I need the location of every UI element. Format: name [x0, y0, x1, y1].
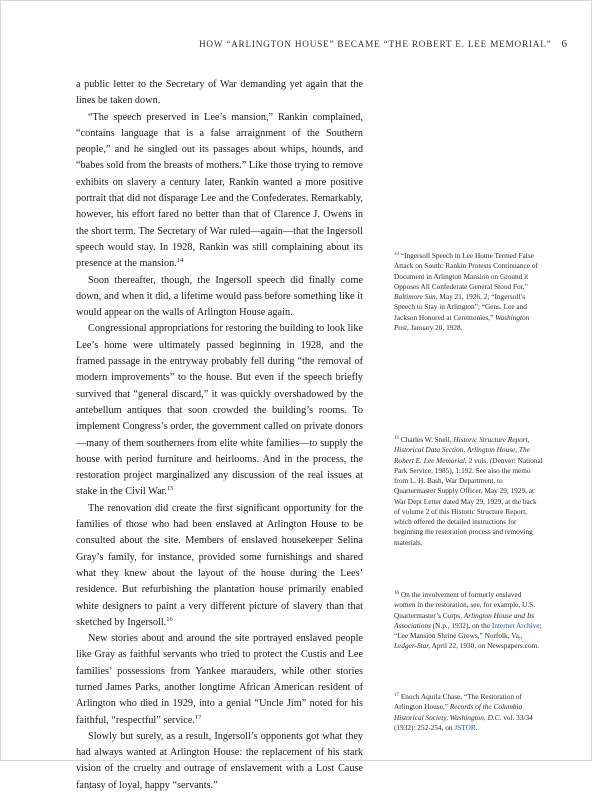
paragraph: “The speech preserved in Lee’s mansion,” Rankin complained, “contains language that is a false arraignment of the Southern people,” and he singled out its passages about whips, hounds, and “babes sold from the breasts of mothers.” Like those trying to remove exhibits on slavery a century later, Rankin wanted a more positive portrait that did not disparage Lee and the Confederates. Remarkably, however, his effort fared no better than that of Clarence J. Owens in the short term. The Secretary of War ruled—again—that the Ingersoll speech would stay. In 1928, Rankin was still complaining about its presence at the mansion.$^{14}$ [76, 111, 363, 270]
jstor-link[interactable]: JSTOR [454, 722, 476, 732]
paragraph: Slowly but surely, as a result, Ingersoll’s opponents got what they had always wanted at Arlington House: the replacement of his stark vision of the cruelty and outrage of enslavement with a Lost Cause fantasy of loyal, happy “servants.” [76, 730, 363, 791]
page-number: 6 [561, 38, 567, 50]
running-head-title: HOW “ARLINGTON HOUSE” BECAME “THE ROBERT E. LEE MEMORIAL” [198, 39, 552, 49]
running-head [199, 38, 567, 50]
paragraph: New stories about and around the site portrayed enslaved people like Gray as faithful servants who tried to protect the Custis and Lee families’ possessions from Yankee marauders, while other stories turned James Parks, another longtime African American resident of Arlington who died in 1929, into a genial “Uncle Jim” noted for his faithful, “respectful” service.$^{17}$ [76, 633, 363, 726]
internet-archive-link[interactable]: Internet Archive [491, 620, 540, 630]
footnote-number: 17 [394, 693, 399, 698]
footnote-ref[interactable]: 14 [176, 257, 184, 265]
paragraph: Soon thereafter, though, the Ingersoll speech did finally come down, and when it did, a lifetime would pass before something like it would appear on the walls of Arlington House again. [76, 274, 363, 319]
footnote-17: $^{17}$ Enoch Aquila Chase, “The Restoration of Arlington House,” Records of the Columbia Historical Society, Washington, D.C. vol. 33/34 (1932): 252-254, on JSTOR. [394, 692, 533, 732]
footnote-ref[interactable]: 15 [166, 485, 174, 493]
footnote-number: 16 [394, 591, 399, 596]
paragraph: The renovation did create the first significant opportunity for the families of those who had been enslaved at Arlington House to be consulted about the site. Members of enslaved housekeeper Selina Gray’s family, for instance, provided some furnishings and shared what they knew about the layout of the house during the Lees’ residence. But refurbishing the plantation house primarily enabled white designers to paint a very different picture of slavery than that sketched by Ingersoll.$^{16}$ [76, 502, 363, 628]
footnote-number: 15 [394, 436, 399, 441]
paragraph: Congressional appropriations for restoring the building to look like Lee’s home were ultimately passed beginning in 1928, and the framed passage in the entryway probably fell during “the removal of modern improvements” to the house. But even if the speech briefly survived that “general discard,” it was quickly overshadowed by the antebellum antiques that soon crowded the building’s rooms. To implement Congress’s order, the government called on private donors—many of them southerners from elite white families—to supply the house with period furniture and heirlooms. And in the process, the restoration project marginalized any discussion of the real issues at stake in the Civil War.$^{15}$ [76, 323, 363, 498]
footnote-14: $^{14}$ “Ingersoll Speech in Lee Home Termed False Attack on South: Rankin Protests Continuance of Document in Arlington Mansion on Ground it Opposes All Confederate General Stood For,” Baltimore Sun, May 21, 1926, 2; “Ingersoll’s Speech to Stay in Arlington”; “Gens. Lee and Jackson Honored at Ceremonies,” Washington Post, January 20, 1928. [394, 251, 538, 332]
footnote-15: $^{15}$ Charles W. Snell, Historic Structure Report, Historical Data Section, Arlington House, The Robert E. Lee Memorial, 2 vols. (Denver: National Park Service, 1985), 1:192. See also the memo from L. H. Bash, War Department, to Quartermaster Supply Officer, May 29, 1929, at War Dept Letter dated May 29, 1929, at the back of volume 2 of this Historic Structure Report, which offered the detailed instructions for beginning the restoration process and removing materials. [394, 435, 543, 547]
footnote-number: 14 [394, 252, 399, 257]
paragraph: a public letter to the Secretary of War demanding yet again that the lines be taken down. [76, 79, 363, 107]
footnote-ref[interactable]: 17 [194, 713, 202, 721]
footnote-ref[interactable]: 16 [166, 615, 173, 623]
main-text [76, 77, 363, 794]
footnote-16: $^{16}$ On the involvement of formerly enslaved women in the restoration, see, for example, U.S. Quartermaster’s Corps, Arlington House and Its Associations (N.p., 1932), on the Internet Archive; “Lee Mansion Shrine Grows,” Norfolk, Va., Ledger-Star, April 22, 1930, on Newspapers.com. [394, 590, 542, 651]
